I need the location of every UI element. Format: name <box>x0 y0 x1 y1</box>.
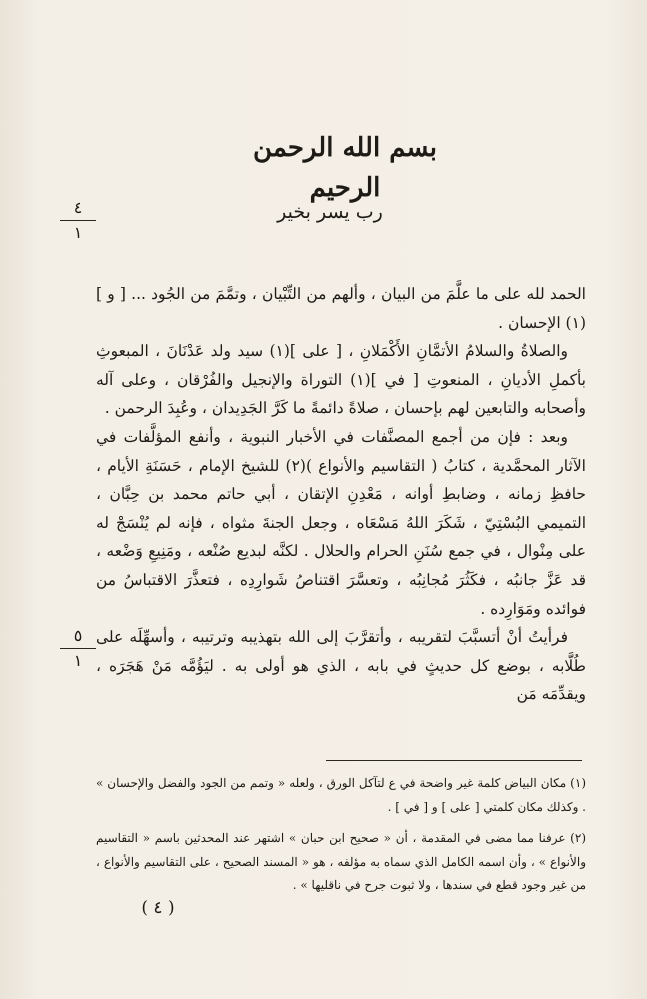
margin-reference-bottom: ١ <box>73 223 83 242</box>
margin-reference-divider <box>60 648 96 649</box>
margin-reference-bottom: ١ <box>73 651 83 670</box>
margin-reference-divider <box>60 220 96 221</box>
paragraph: فرأيتُ أنْ أتسبَّبَ لتقريبه ، وأتقرَّبَ إلى الله بتهذيبه وترتيبه ، وأسهِّلَه على طُلَّابه ، بوضع كل حديثٍ في بابه ، الذي هو أولى به . ليَؤُمَّه مَنْ هَجَرَه ، ويقدِّمَه مَن <box>96 628 586 704</box>
margin-reference-2 <box>60 628 96 669</box>
invocation-subtitle: رب يسر بخير <box>277 201 383 223</box>
main-text <box>96 280 586 709</box>
margin-reference-1 <box>60 200 96 241</box>
paragraph: الحمد لله على ما علَّمَ من البيان ، وألهم من التِّبْيان ، وتمَّمَ من الجُود ... [ و ](١) الإحسان . <box>96 285 586 332</box>
paragraph: وبعد : فإن من أجمع المصنَّفات في الأخبار النبوية ، وأنفع المؤلَّفات في الآثار المحمَّدية ، كتابُ ( التقاسيم والأنواع )(٢) للشيخ الإمام ، حَسَنَةِ الأيام ، حافظِ زمانه ، وضابطِ أوانه ، مَعْدِنِ الإتقان ، أبي حاتم محمد بن حِبَّان ، التميمي البُسْتِيّ ، شَكَرَ اللهُ مَسْعَاه ، وجعل الجنةَ مثواه ، فإنه لم يُنْسَجْ له على مِنْوال ، في جمع سُنَنِ الحرام والحلال . لكنَّه لبديع صُنْعه ، ومَنِيعِ وَضْعه ، قد عَزَّ جانبُه ، فكَثُرَ مُجانِبُه ، وتعسَّرَ اقتناصُ شَوارِدِه ، فتعذَّرَ الاقتباسُ من فوائده ومَوَارِده . <box>96 427 586 618</box>
page-number: ( ٤ ) <box>141 898 175 918</box>
footnote-separator <box>326 760 582 761</box>
margin-reference-top: ٤ <box>73 198 83 217</box>
margin-reference-top: ٥ <box>73 626 83 645</box>
bismillah-heading: بسم الله الرحمن الرحيم <box>253 133 437 203</box>
paragraph: والصلاةُ والسلامُ الأتمَّانِ الأَكْمَلانِ ، [ على ](١) سيد ولد عَدْنَانَ ، المبعوثِ بأكملِ الأديانِ ، المنعوتِ [ في ](١) التوراة والإنجيل والفُرْقان ، وعلى آله وأصحابه والتابعين لهم بإحسان ، صلاةً دائمةً ما كَرَّ الجَدِيدان ، وعُبِدَ الرحمن . <box>96 342 586 418</box>
footnotes <box>96 772 586 906</box>
footnote: (٢) عرفنا مما مضى في المقدمة ، أن « صحيح ابن حبان » اشتهر عند المحدثين باسم « التقاسيم والأنواع » ، وأن اسمه الكامل الذي سماه به مؤلفه ، هو « المسند الصحيح ، على التقاسيم والأنواع ، من غير وجود قطع في سندها ، ولا ثبوت جرح في ناقليها » . <box>96 831 586 892</box>
footnote: (١) مكان البياض كلمة غير واضحة في ع لتآكل الورق ، ولعله « وتمم من الجود والفضل والإحسان » . وكذلك مكان كلمتي [ على ] و [ في ] . <box>96 776 586 814</box>
